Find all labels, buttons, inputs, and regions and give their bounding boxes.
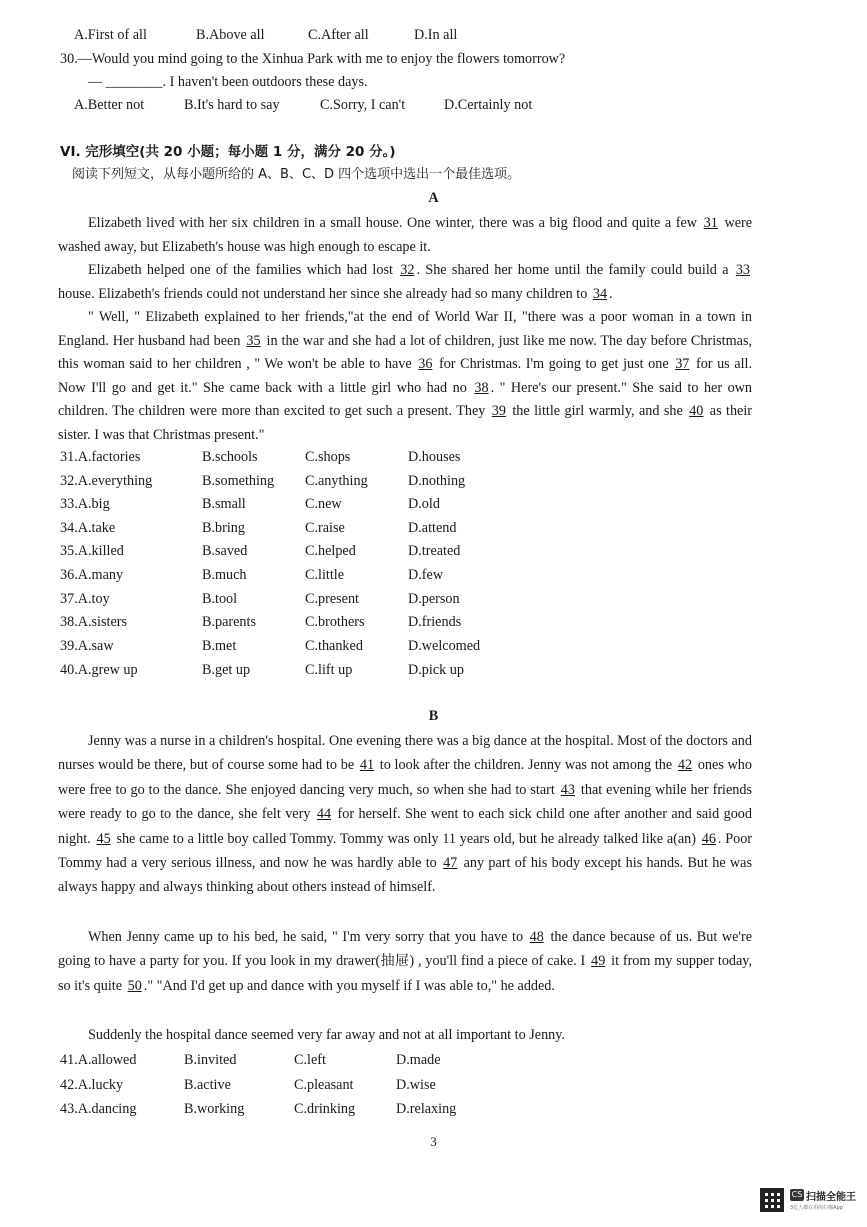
blank-34: 34 bbox=[592, 285, 608, 302]
option-row-32: 32.A.everything B.something C.anything D.nothing bbox=[60, 473, 466, 489]
q29-option-c: C.After all bbox=[308, 27, 369, 43]
blank-45: 45 bbox=[96, 830, 111, 847]
passage-b-paragraph-2: When Jenny came up to his bed, he said, " I'm very sorry that you have to 48 the dance because of us. But we're going to have a party for you. If you look in my drawer(抽屉) , you'll find a piece of cake. I 49 it from my supper today, so it's quite 50 ." "And I'd get up and dance with you myself if I was able to," he added. bbox=[58, 929, 753, 994]
blank-42: 42 bbox=[677, 757, 693, 774]
blank-46: 46 bbox=[701, 830, 716, 847]
blank-50: 50 bbox=[127, 977, 142, 994]
option-row-36: 36.A.many B.much C.little D.few bbox=[60, 567, 444, 583]
q30-blank: ________ bbox=[105, 74, 163, 90]
passage-a-paragraph-2: Elizabeth helped one of the families which had lost 32 . She shared her home until the family could build a 33 house. Elizabeth's friends could not understand her since she already had so many children to 34 . bbox=[58, 262, 751, 302]
blank-37: 37 bbox=[675, 356, 690, 373]
blank-35: 35 bbox=[246, 332, 261, 349]
option-row-33: 33.A.big B.small C.new D.old bbox=[60, 496, 440, 512]
blank-47: 47 bbox=[443, 855, 458, 872]
q30-option-b: B.It's hard to say bbox=[184, 97, 280, 113]
passage-b-paragraph-1: Jenny was a nurse in a children's hospital. One evening there was a big dance at the hospital. Most of the doctors and nurses would be there, but of course some had to be 41 to look after the children. Jenny was not among the 42 ones who were free to go to the dance. She enjoyed dancing very much, so when she had to start 43 that evening while her friends were ready to go to the dance, she felt very 44 for herself. She went to each sick child one after another and said good night. 45 she came to a little boy called Tommy. Tommy was only 11 years old, but he already talked like a(an) 46 . Poor Tommy had a very serious illness, and now he was hardly able to 47 any part of his body except his hands. But he was always happy and always thinking about others instead of himself. bbox=[58, 733, 753, 896]
q30-options bbox=[60, 96, 760, 114]
q29-option-a: A.First of all bbox=[74, 27, 147, 43]
q30-option-d: D.Certainly not bbox=[444, 97, 533, 113]
blank-44: 44 bbox=[316, 806, 332, 823]
blank-36: 36 bbox=[418, 356, 433, 373]
scanner-subtitle: 3亿人都在用的扫描App bbox=[790, 1205, 843, 1211]
camscanner-icon: CS bbox=[791, 1190, 803, 1199]
q30-question: 30.—Would you mind going to the Xinhua Park with me to enjoy the flowers tomorrow? bbox=[60, 51, 566, 67]
q30-reply bbox=[88, 73, 368, 91]
passage-b-label: B bbox=[428, 708, 439, 724]
blank-43: 43 bbox=[560, 781, 575, 798]
scanner-watermark bbox=[760, 1186, 860, 1216]
option-row-35: 35.A.killed B.saved C.helped D.treated bbox=[60, 543, 461, 559]
option-row-31: 31.A.factories B.schools C.shops D.houses bbox=[60, 449, 461, 465]
blank-31: 31 bbox=[703, 215, 718, 231]
option-row-40: 40.A.grew up B.get up C.lift up D.pick up bbox=[60, 662, 464, 678]
option-row-42: 42.A.lucky B.active C.pleasant D.wise bbox=[60, 1077, 436, 1093]
passage-a-paragraph-1: Elizabeth lived with her six children in a small house. One winter, there was a big flood and quite a few 31 were washed away, but Elizabeth's house was high enough to escape it. bbox=[58, 215, 753, 255]
blank-39: 39 bbox=[491, 403, 506, 420]
blank-40: 40 bbox=[689, 403, 704, 420]
passage-a-paragraph-3: " Well, " Elizabeth explained to her friends,"at the end of World War II, "there was a poor woman in a town in England. Her husband had been 35 in the war and she had a lot of children, just like me now. The day before Christmas, this woman said to her children , " We won't be able to have 36 for Christmas. I'm going to get just one 37 for us all. Now I'll go and get it." She came back with a little girl who had no 38 . " Here's our present." She said to her own children. The children were more than excited to get such a present. They 39 the little girl warmly, and she 40 as their sister. I was that Christmas present." bbox=[58, 309, 753, 443]
section-title: VI. 完形填空(共 20 小题；每小题 1 分，满分 20 分。) bbox=[60, 144, 396, 160]
section-instruction: 阅读下列短文，从每小题所给的 A、B、C、D 四个选项中选出一个最佳选项。 bbox=[72, 167, 521, 182]
blank-49: 49 bbox=[591, 953, 606, 970]
blank-33: 33 bbox=[735, 262, 751, 278]
option-row-43: 43.A.dancing B.working C.drinking D.relaxing bbox=[60, 1101, 457, 1117]
option-row-38: 38.A.sisters B.parents C.brothers D.friends bbox=[60, 614, 462, 630]
blank-32: 32 bbox=[400, 262, 415, 278]
option-row-41: 41.A.allowed B.invited C.left D.made bbox=[60, 1052, 441, 1068]
q29-option-b: B.Above all bbox=[196, 27, 265, 43]
blank-38: 38 bbox=[474, 379, 489, 396]
page-number: 3 bbox=[430, 1134, 437, 1149]
blank-48: 48 bbox=[529, 929, 544, 945]
q30-dash: — bbox=[88, 74, 103, 90]
scanner-name: 扫描全能王 bbox=[806, 1192, 856, 1203]
passage-b-paragraph-3: Suddenly the hospital dance seemed very far away and not at all important to Jenny. bbox=[88, 1027, 565, 1043]
option-row-34: 34.A.take B.bring C.raise D.attend bbox=[60, 520, 457, 536]
q30-option-c: C.Sorry, I can't bbox=[320, 97, 406, 113]
passage-a-label: A bbox=[428, 190, 439, 206]
qr-code-icon bbox=[760, 1188, 784, 1212]
q29-options bbox=[60, 26, 760, 44]
q30-reply-text: . I haven't been outdoors these days. bbox=[162, 74, 368, 90]
blank-41: 41 bbox=[359, 757, 375, 774]
q30-option-a: A.Better not bbox=[74, 97, 145, 113]
q29-option-d: D.In all bbox=[414, 27, 458, 43]
option-row-37: 37.A.toy B.tool C.present D.person bbox=[60, 591, 460, 607]
option-row-39: 39.A.saw B.met C.thanked D.welcomed bbox=[60, 638, 481, 654]
